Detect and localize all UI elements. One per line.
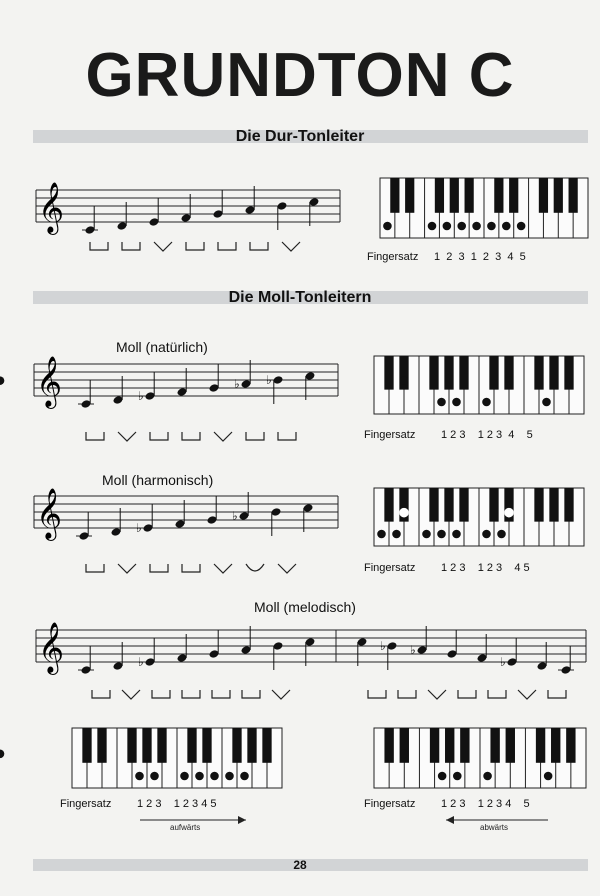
keyboard-harm-white-dot [497,530,506,539]
keyboard-nat-black-key [459,356,468,390]
marks-nat-whole-step [150,432,168,440]
keyboard-mel-down-black-dot [506,750,515,759]
keyboard-dur-black-key [554,178,563,213]
keyboard-dur-black-key [465,178,474,213]
flat-icon: ♭ [500,655,506,669]
marks-dur-whole-step [250,242,268,250]
marks-mel-down-whole-step [488,690,506,698]
marks-dur-whole-step [218,242,236,250]
marks-harm-whole-step [150,564,168,572]
keyboard-mel-up-white-dot [135,772,144,781]
keyboard-dur-white-dot [502,222,511,231]
marks-mel-up-whole-step [152,690,170,698]
marks-mel-down-whole-step [398,690,416,698]
flat-icon: ♭ [266,373,272,387]
flat-icon: ♭ [136,521,142,535]
fingering-dur: 1 2 3 1 2 3 4 5 [434,251,526,263]
keyboard-dur-white-dot [472,222,481,231]
fingering-label-harmonisch: Fingersatz [364,562,416,574]
keyboard-harm-white-dot [437,530,446,539]
keyboard-mel-down-black-key [430,728,439,763]
marks-nat-whole-step [182,432,200,440]
keyboard-mel-up-white-dot [150,772,159,781]
keyboard-nat-black-key [444,356,453,390]
flat-icon: ♭ [138,389,144,403]
marks-nat-half-step [118,432,136,441]
flat-icon: ♭ [380,639,386,653]
keyboard-mel-down-black-key [490,728,499,763]
fingering-label-melodisch-up: Fingersatz [60,798,112,810]
keyboard-dur-white-dot [487,222,496,231]
keyboard-harm-black-key [444,488,453,522]
label-moll-melodisch: Moll (melodisch) [254,599,356,615]
keyboard-dur-white-dot [428,222,437,231]
keyboard-dur-black-key [539,178,548,213]
keyboard-nat-black-key [489,356,498,390]
marks-harm-half-step [214,564,232,573]
keyboard-nat-black-dot [505,376,514,385]
keyboard-dur-black-key [390,178,399,213]
keyboard-harm-white-dot [482,530,491,539]
keyboard-dur-black-key [450,178,459,213]
direction-down: abwärts [480,823,509,832]
arrow-abwaerts-head [446,816,454,824]
marks-mel-up-half-step [272,690,290,699]
keyboard-mel-down-black-dot [400,750,409,759]
keyboard-harm-black-key [429,488,438,522]
keyboard-mel-down-black-key [460,728,469,763]
keyboard-mel-up-white-dot [195,772,204,781]
flat-icon: ♭ [232,509,238,523]
keyboard-harm-black-dot [505,508,514,517]
marks-mel-up-half-step [122,690,140,699]
keyboard-nat-black-key [564,356,573,390]
marks-nat-half-step [214,432,232,441]
keyboard-harm-white-dot [452,530,461,539]
keyboard-mel-up-black-key [262,728,271,763]
keyboard-mel-up-black-key [142,728,151,763]
arrow-aufwaerts-head [238,816,246,824]
keyboard-nat-white-dot [542,398,551,407]
keyboard-nat-white-dot [482,398,491,407]
keyboard-mel-down-white-dot [453,772,462,781]
marks-mel-up-whole-step [242,690,260,698]
keyboard-mel-up-black-key [232,728,241,763]
keyboard-harm-black-key [549,488,558,522]
keyboard-harm-black-key [564,488,573,522]
marks-dur-whole-step [122,242,140,250]
heading-dur: Die Dur-Tonleiter [235,128,365,145]
keyboard-nat-black-key [384,356,393,390]
keyboard-mel-up-black-key [187,728,196,763]
keyboard-mel-down-white-dot [544,772,553,781]
marks-nat-whole-step [278,432,296,440]
flat-icon: ♭ [138,655,144,669]
marks-nat-whole-step [246,432,264,440]
keyboard-dur-white-dot [443,222,452,231]
keyboard-mel-down-black-key [536,728,545,763]
keyboard-harm-white-dot [392,530,401,539]
keyboard-dur-black-key [494,178,503,213]
keyboard-dur-white-dot [457,222,466,231]
marks-mel-down-half-step [428,690,446,699]
keyboard-mel-down-black-key [445,728,454,763]
keyboard-nat-black-key [534,356,543,390]
keyboard-mel-up-white-dot [180,772,189,781]
page-number: 28 [293,858,307,872]
marks-dur-whole-step [90,242,108,250]
keyboard-nat-white-dot [452,398,461,407]
treble-clef-icon: 𝄞 [36,356,63,407]
heading-moll: Die Moll-Tonleitern [228,289,372,306]
keyboard-mel-down-black-key [384,728,393,763]
fingering-label-natuerlich: Fingersatz [364,429,416,441]
fingering-label-dur: Fingersatz [367,251,419,263]
direction-up: aufwärts [170,823,201,832]
fingering-harmonisch: 1 2 3 1 2 3 4 5 [441,562,530,574]
flat-icon: ♭ [410,643,416,657]
keyboard-mel-up-black-key [127,728,136,763]
keyboard-mel-up-black-key [202,728,211,763]
keyboard-harm-black-key [384,488,393,522]
keyboard-mel-up-black-dot [98,750,107,759]
keyboard-mel-down-white-dot [483,772,492,781]
marks-mel-down-whole-step [368,690,386,698]
marks-harm-half-step [278,564,296,573]
keyboard-mel-down-black-dot [0,750,4,759]
marks-mel-up-whole-step [182,690,200,698]
keyboard-mel-down-black-key [566,728,575,763]
keyboard-dur-white-dot [517,222,526,231]
keyboard-dur-black-key [435,178,444,213]
marks-harm-whole-step [86,564,104,572]
keyboard-mel-up-white-dot [225,772,234,781]
marks-nat-whole-step [86,432,104,440]
keyboard-dur-white-dot [383,222,392,231]
flat-icon: ♭ [234,377,240,391]
marks-mel-down-half-step [518,690,536,699]
keyboard-mel-up-black-key [82,728,91,763]
keyboard-nat-black-key [549,356,558,390]
marks-dur-half-step [282,242,300,251]
keyboard-mel-down-black-key [551,728,560,763]
keyboard-nat-white-dot [437,398,446,407]
keyboard-dur-black-key [405,178,414,213]
keyboard-mel-up-white-dot [240,772,249,781]
keyboard-harm-black-key [489,488,498,522]
keyboard-harm-white-dot [377,530,386,539]
marks-mel-down-whole-step [458,690,476,698]
marks-harm-augmented-step [246,564,264,571]
marks-mel-up-whole-step [92,690,110,698]
keyboard-nat-black-dot [400,376,409,385]
marks-harm-whole-step [182,564,200,572]
marks-mel-up-whole-step [212,690,230,698]
keyboard-mel-up-white-dot [210,772,219,781]
label-moll-natuerlich: Moll (natürlich) [116,339,208,355]
keyboard-mel-down-white-dot [438,772,447,781]
keyboard-nat-black-dot [0,376,4,385]
marks-dur-half-step [154,242,172,251]
treble-clef-icon: 𝄞 [36,488,63,539]
keyboard-nat-black-key [429,356,438,390]
treble-clef-icon: 𝄞 [38,622,65,673]
fingering-melodisch-up: 1 2 3 1 2 3 4 5 [137,798,217,810]
marks-dur-whole-step [186,242,204,250]
keyboard-harm-white-dot [422,530,431,539]
keyboard-mel-up-black-key [247,728,256,763]
label-moll-harmonisch: Moll (harmonisch) [102,472,214,488]
page-title: GRUNDTON C [85,41,515,110]
keyboard-mel-up-black-key [157,728,166,763]
keyboard-harm-black-key [534,488,543,522]
keyboard-harm-black-key [459,488,468,522]
keyboard-harm-black-dot [400,508,409,517]
keyboard-dur-black-key [509,178,518,213]
keyboard-dur-black-key [569,178,578,213]
fingering-natuerlich: 1 2 3 1 2 3 4 5 [441,429,533,441]
fingering-label-melodisch-down: Fingersatz [364,798,416,810]
fingering-melodisch-down: 1 2 3 1 2 3 4 5 [441,798,530,810]
marks-mel-down-whole-step [548,690,566,698]
treble-clef-icon: 𝄞 [38,182,65,233]
marks-harm-half-step [118,564,136,573]
